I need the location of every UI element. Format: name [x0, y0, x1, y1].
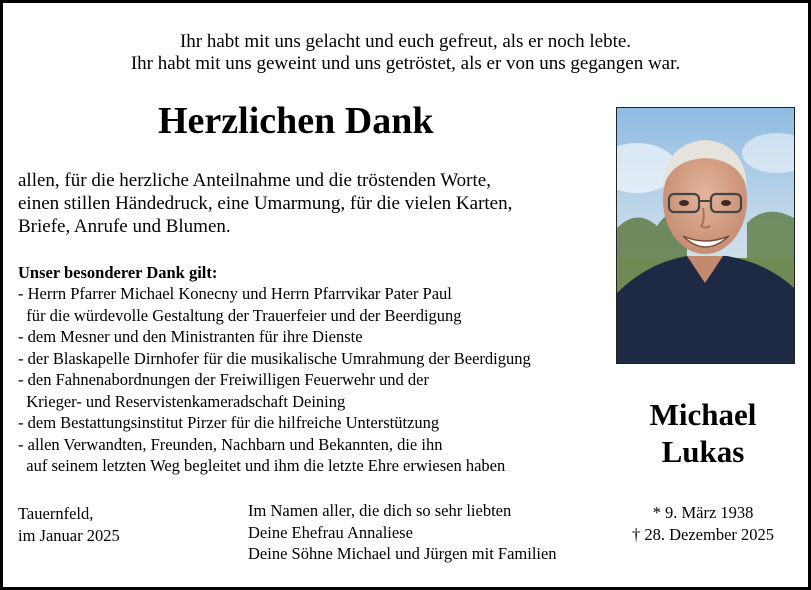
poem-line-2: Ihr habt mit uns geweint und uns getröstet, als er von uns gegangen war. — [130, 53, 681, 74]
list-item: - allen Verwandten, Freunden, Nachbarn und Bekannten, die ihn — [18, 434, 443, 454]
list-item: - dem Bestattungsinstitut Pirzer für die hilfreiche Unterstützung — [18, 413, 440, 432]
list-item: - Herrn Pfarrer Michael Konecny und Herrn Pfarrvikar Pater Paul — [18, 284, 452, 303]
intro-text — [18, 169, 512, 238]
list-item: - den Fahnenabordnungen der Freiwilligen Feuerwehr und der — [18, 370, 430, 389]
intro-line: Briefe, Anrufe und Blumen. — [18, 216, 231, 237]
intro-line: allen, für die herzliche Anteilnahme und die tröstenden Worte, — [18, 170, 491, 191]
place-date — [18, 503, 120, 546]
list-item: auf seinem letzten Weg begleitet und ihm die letzte Ehre erwiesen haben — [18, 456, 506, 475]
signature-line: Deine Ehefrau Annaliese — [248, 522, 413, 542]
special-thanks-list — [18, 283, 531, 477]
special-thanks-title: Unser besonderer Dank gilt: — [18, 263, 218, 282]
page-title: Herzlichen Dank — [158, 100, 434, 142]
last-name: Lukas — [661, 434, 745, 469]
signature-line: Deine Söhne Michael und Jürgen mit Familien — [248, 544, 557, 563]
list-item: - der Blaskapelle Dirnhofer für die musikalische Umrahmung der Beerdigung — [18, 348, 531, 368]
portrait-photo-icon — [616, 107, 795, 364]
deceased-name — [598, 396, 808, 470]
list-item: für die würdevolle Gestaltung der Trauerfeier und der Beerdigung — [18, 305, 462, 325]
death-date: † 28. Dezember 2025 — [631, 524, 775, 544]
first-name: Michael — [649, 397, 757, 432]
list-item: - dem Mesner und den Ministranten für ihre Dienste — [18, 327, 363, 346]
family-signature — [248, 500, 557, 565]
intro-line: einen stillen Händedruck, eine Umarmung, für die vielen Karten, — [18, 193, 513, 214]
place: Tauernfeld, — [18, 504, 94, 523]
birth-date: * 9. März 1938 — [652, 503, 754, 522]
poem — [3, 31, 808, 75]
list-item: Krieger- und Reservistenkameradschaft Deining — [18, 391, 346, 411]
signature-line: Im Namen aller, die dich so sehr liebten — [248, 501, 512, 520]
life-dates — [598, 502, 808, 545]
date: im Januar 2025 — [18, 525, 120, 545]
poem-line-1: Ihr habt mit uns gelacht und euch gefreut, als er noch lebte. — [179, 31, 632, 52]
